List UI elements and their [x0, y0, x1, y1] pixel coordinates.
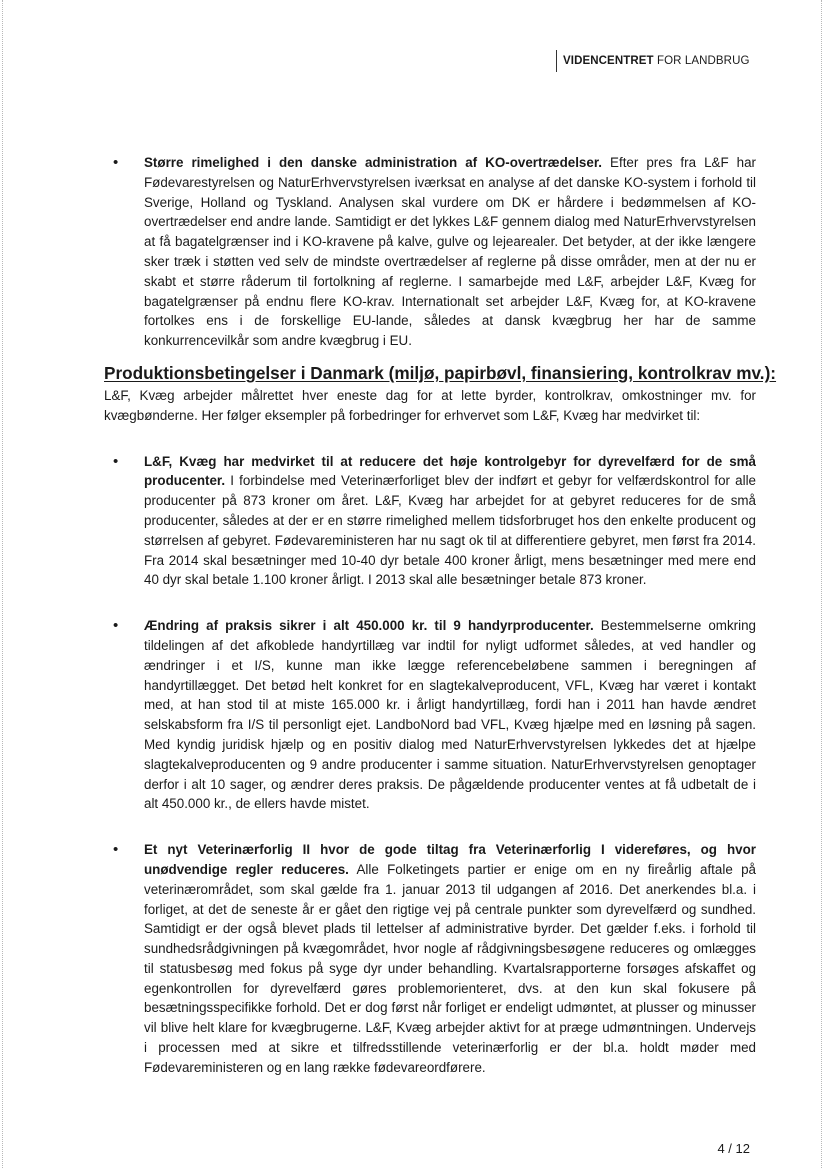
bullet-title: Et nyt Veterinærforlig II hvor de gode tiltag fra Veterinærforlig I videreføres, og hvor unødvendige regler reduceres. [144, 842, 756, 877]
page-edge-left [2, 0, 4, 1168]
header-org-bold: VIDENCENTRET [563, 55, 654, 67]
page-number: 4 / 12 [717, 1141, 750, 1156]
bullet-title: Større rimelighed i den danske administration af KO-overtrædelser. [144, 155, 603, 170]
bullet-icon: • [113, 154, 119, 171]
page-header [556, 50, 750, 72]
spacer [104, 426, 756, 452]
bullet-icon: • [113, 452, 119, 470]
bullet-item-handyr [104, 616, 756, 814]
bullet-body: I forbindelse med Veterinærforliget blev der indført et gebyr for velfærdskontrol for alle producenter på 873 kroner om året. L&F, Kvæg har arbejdet for at gebyret reduceres for de små producenter, således at der er en større rimelighed mellem tidsforbruget hos den enkelte producent og størrelsen af gebyret. Fødevareministeren har nu sagt ok til at differentiere gebyret, men først fra 2014. Fra 2014 skal besætninger med 10-40 dyr betale 400 kroner årligt, mens besætninger med mere end 40 dyr skal betale 1.100 kroner årligt. I 2013 skal alle besætninger betale 873 kroner. [144, 473, 756, 588]
page-edge-right [821, 0, 823, 1168]
bullet-title: L&F, Kvæg har medvirket til at reducere det høje kontrolgebyr for dyrevelfærd for de små producenter. [144, 453, 756, 489]
bullet-item-veterinaerforlig [104, 840, 756, 1078]
section-heading: Produktionsbetingelser i Danmark (miljø, papirbøvl, finansiering, kontrolkrav mv.): [104, 362, 777, 383]
section-intro: L&F, Kvæg arbejder målrettet hver eneste dag for at lette byrder, kontrolkrav, omkostninger mv. for kvægbønderne. Her følger eksempler på forbedringer for erhvervet som L&F, Kvæg har medvirket til: [104, 387, 756, 423]
bullet-body: Efter pres fra L&F har Fødevarestyrelsen og NaturErhvervstyrelsen iværksat en analyse af det danske KO-system i forhold til Sverige, Holland og Tyskland. Analysen skal vurdere om DK er hårdere i bedømmelsen af KO-overtrædelser end andre lande. Samtidigt er det lykkes L&F gennem dialog med NaturErhvervstyrelsen at få bagatelgrænser ind i KO-kravene på kalve, gulve og lejearealer. Det betyder, at der ikke længere sker træk i støtten ved selv de mindste overtrædelser af reglerne på disse områder, men at der nu er skabt et større råderum til fortolkning af reglerne. I samarbejde med L&F, arbejder L&F, Kvæg for bagatelgrænser på endnu flere KO-krav. Internationalt set arbejder L&F, Kvæg for, at KO-kravene fortolkes ens i de forskellige EU-lande, således at dansk kvægbrug her har de samme konkurrencevilkår som andre kvægbrug i EU. [144, 155, 757, 349]
bullet-body: Alle Folketingets partier er enige om en ny fireårlig aftale på veterinærområdet, som skal gælde fra 1. januar 2013 til udgangen af 2016. Det anerkendes bl.a. i forliget, at det de seneste år er gået den rigtige vej på centrale punkter som dyrevelfærd og sundhed. Samtidigt er der også blevet plads til lettelser af administrative byrder. Det gælder f.eks. i forhold til sundhedsrådgivningen på kvægområdet, hvor nogle af rådgivningsbesøgene reduceres og omlægges til statusbesøg med fokus på syge dyr under behandling. Kvartalsrapporterne forsøges afskaffet og egenkontrollen for dyrevelfærd gøres problemorienteret, dvs. at den kun skal fokusere på besætningsspecifikke forhold. Det er dog først når forliget er endeligt udmøntet, at plusser og minusser vil blive helt klare for kvægbrugerne. L&F, Kvæg arbejder aktivt for at præge udmøntningen. Undervejs i processen med at sikre et tilfredsstillende veterinærforlig er der bl.a. holdt møder med Fødevareministeren og en lang række fødevareordførere. [144, 861, 756, 1075]
bullet-item-ko [104, 153, 756, 351]
bullet-body: Bestemmelserne omkring tildelingen af det afkoblede handyrtillæg var indtil for nyligt udformet således, at ved handler og ændringer i et I/S, kunne man ikke lægge referencebeløbene sammen i beregningen af handyrtillægget. Det betød helt konkret for en slagtekalveproducent, VFL, Kvæg har været i kontakt med, at han stod til at miste 165.000 kr. i årligt handyrtillæg, fordi han i 2011 han havde ændret selskabsform fra I/S til personligt ejet. LandboNord bad VFL, Kvæg hjælpe med en løsning på sagen. Med kyndig juridisk hjælp og en positiv dialog med NaturErhvervstyrelsen lykkedes det at hjælpe slagtekalveproducenten og 9 andre producenter i samme situation. NaturErhvervstyrelsen genoptager derfor i alt 10 sager, og ændrer deres praksis. De pågældende producenter ventes at få udbetalt de i alt 450.000 kr., de ellers havde mistet. [144, 618, 756, 812]
bullet-icon: • [113, 617, 119, 635]
bullet-icon: • [113, 841, 119, 859]
document-body [104, 153, 777, 1078]
spacer [104, 590, 756, 616]
spacer [104, 814, 756, 840]
bullet-item-kontrolgebyr [104, 452, 756, 591]
bullet-title: Ændring af praksis sikrer i alt 450.000 kr. til 9 handyrproducenter. [144, 618, 594, 634]
header-org-rest: FOR LANDBRUG [653, 55, 750, 67]
